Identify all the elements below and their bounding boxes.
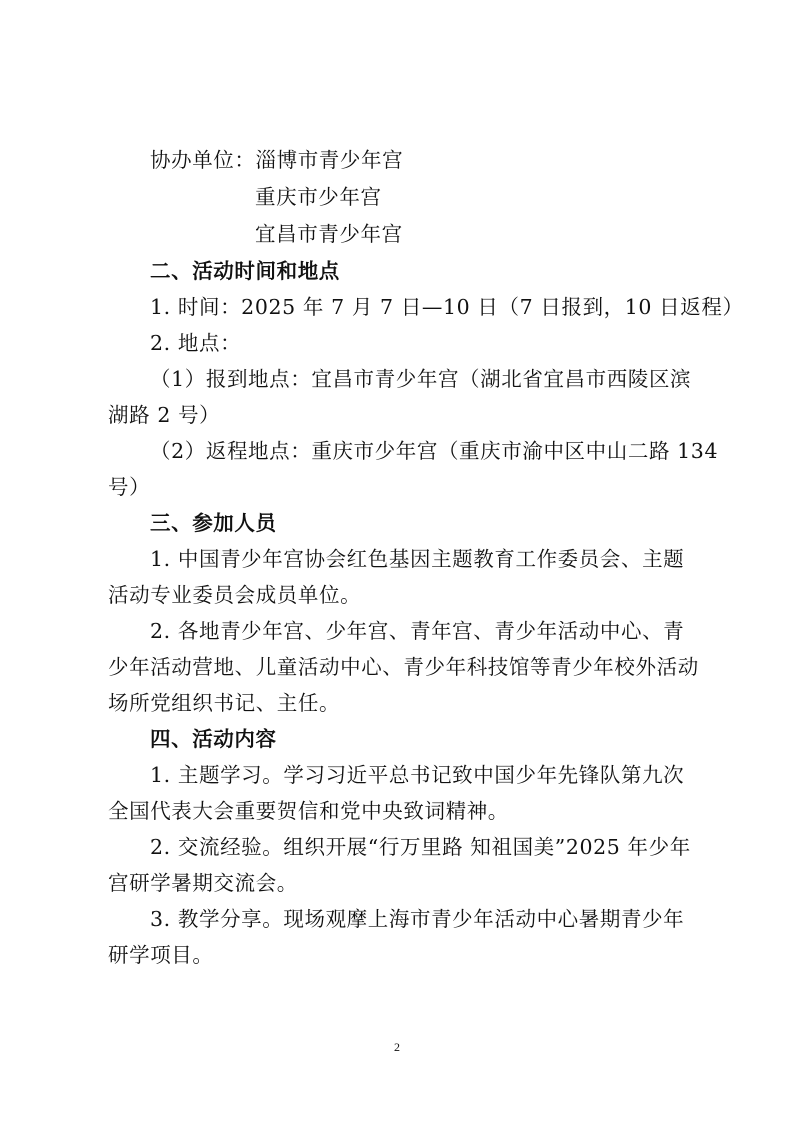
return-place-line-2: 号）: [108, 475, 151, 499]
section-heading-time-place: 二、活动时间和地点: [150, 259, 340, 283]
content-item-1-line-2: 全国代表大会重要贺信和党中央致词精神。: [108, 799, 509, 823]
cohost-line-1: [150, 142, 740, 178]
participants-item-2-line-3: 场所党组织书记、主任。: [108, 691, 341, 715]
participants-item-2-line-1: 2. 各地青少年宫、少年宫、青年宫、青少年活动中心、青: [150, 619, 685, 643]
section-heading-participants: 三、参加人员: [150, 511, 277, 535]
participants-item-1-line-1: 1. 中国青少年宫协会红色基因主题教育工作委员会、主题: [150, 547, 685, 571]
checkin-place-line-1: （1）报到地点：宜昌市青少年宫（湖北省宜昌市西陵区滨: [150, 367, 692, 391]
content-item-3-line-2: 研学项目。: [108, 943, 214, 967]
participants-item-2-line-2: 少年活动营地、儿童活动中心、青少年科技馆等青少年校外活动: [108, 655, 699, 679]
cohost-unit-3: 宜昌市青少年宫: [255, 222, 403, 246]
participants-item-1-line-2: 活动专业委员会成员单位。: [108, 583, 362, 607]
content-item-3-line-1: 3. 教学分享。现场观摩上海市青少年活动中心暑期青少年: [150, 907, 685, 931]
cohost-unit-1: 淄博市青少年宫: [255, 148, 404, 172]
cohost-label: 协办单位：: [150, 148, 256, 172]
section-heading-content: 四、活动内容: [150, 727, 277, 751]
checkin-place-line-2: 湖路 2 号）: [108, 403, 221, 427]
page-number: 2: [394, 1040, 400, 1054]
cohost-unit-2: 重庆市少年宫: [255, 185, 382, 209]
content-item-2-line-1: 2. 交流经验。组织开展“行万里路 知祖国美”2025 年少年: [150, 835, 691, 859]
place-label: 2. 地点：: [150, 331, 242, 355]
content-item-2-line-2: 宫研学暑期交流会。: [108, 871, 298, 895]
time-line: 1. 时间：2025 年 7 月 7 日—10 日（7 日报到，10 日返程）: [150, 295, 744, 319]
return-place-line-1: （2）返程地点：重庆市少年宫（重庆市渝中区中山二路 134: [150, 439, 719, 463]
content-item-1-line-1: 1. 主题学习。学习习近平总书记致中国少年先锋队第九次: [150, 763, 685, 787]
